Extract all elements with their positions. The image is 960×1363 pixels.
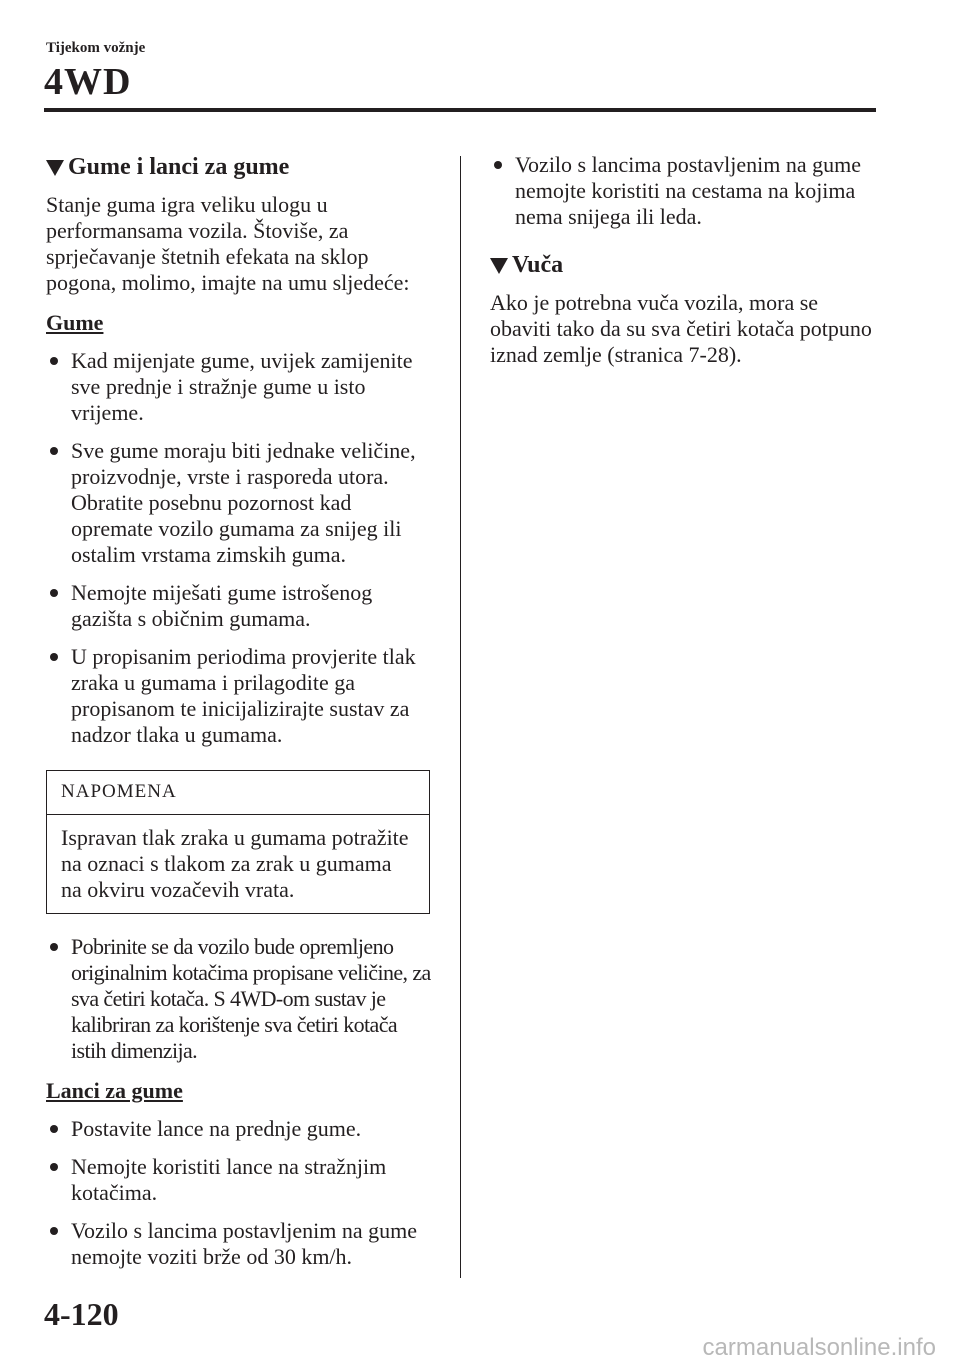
list-item-text: Postavite lance na prednje gume. bbox=[71, 1116, 362, 1141]
list-item-text: U propisanim periodima provjerite tlak zraka u gumama i prilagodite ga propisanom te inicijalizirajte sustav za nadzor tlaka u gumama. bbox=[71, 644, 416, 747]
bullet-icon bbox=[50, 653, 58, 661]
triangle-down-icon bbox=[490, 258, 508, 274]
tires-bullet-list-continued bbox=[46, 934, 432, 1064]
left-column bbox=[46, 152, 432, 1282]
list-item bbox=[46, 348, 432, 426]
list-item bbox=[46, 1218, 432, 1270]
list-item-text: Vozilo s lancima postavljenim na gume nemojte voziti brže od 30 km/h. bbox=[71, 1218, 418, 1269]
list-item-text: Nemojte koristiti lance na stražnjim kotačima. bbox=[71, 1154, 387, 1205]
note-title: NAPOMENA bbox=[47, 771, 429, 815]
chapter-title: 4WD bbox=[44, 61, 132, 103]
bullet-icon bbox=[50, 1125, 58, 1133]
page-number: 4-120 bbox=[44, 1296, 119, 1332]
list-item-text: Kad mijenjate gume, uvijek zamijenite sve prednje i stražnje gume u isto vrijeme. bbox=[71, 348, 413, 425]
intro-paragraph: Stanje guma igra veliku ulogu u performansama vozila. Štoviše, za sprječavanje štetnih efekata na sklop pogona, molimo, imajte na umu sljedeće: bbox=[46, 192, 410, 295]
breadcrumb: Tijekom vožnje bbox=[46, 40, 146, 56]
list-item-text: Pobrinite se da vozilo bude opremljeno originalnim kotačima propisane veličine, za sva četiri kotača. S 4WD-om sustav je kalibriran za korištenje sva četiri kotača istih dimenzija. bbox=[71, 934, 431, 1063]
list-item bbox=[490, 152, 880, 230]
subheading-tires: Gume bbox=[46, 310, 104, 335]
chains-bullet-list-continued bbox=[490, 152, 880, 230]
list-item-text: Nemojte miješati gume istrošenog gazišta s običnim gumama. bbox=[71, 580, 373, 631]
towing-paragraph: Ako je potrebna vuča vozila, mora se obaviti tako da su sva četiri kotača potpuno iznad zemlje (stranica 7-28). bbox=[490, 290, 872, 367]
section-title: Vuča bbox=[512, 252, 564, 278]
list-item bbox=[46, 934, 432, 1064]
bullet-icon bbox=[50, 447, 58, 455]
list-item bbox=[46, 1154, 432, 1206]
tires-bullet-list bbox=[46, 348, 432, 748]
bullet-icon bbox=[50, 943, 58, 951]
section-heading-towing bbox=[490, 250, 880, 280]
header-rule bbox=[44, 108, 876, 112]
column-divider bbox=[460, 156, 461, 1278]
list-item bbox=[46, 438, 432, 568]
list-item-text: Vozilo s lancima postavljenim na gume nemojte koristiti na cestama na kojima nema snijega ili leda. bbox=[515, 152, 862, 229]
section-title: Gume i lanci za gume bbox=[68, 154, 290, 180]
bullet-icon bbox=[494, 161, 502, 169]
bullet-icon bbox=[50, 357, 58, 365]
list-item-text: Sve gume moraju biti jednake veličine, proizvodnje, vrste i rasporeda utora. Obratite posebnu pozornost kad opremate vozilo gumama za snijeg ili ostalim vrstama zimskih guma. bbox=[71, 438, 416, 567]
triangle-down-icon bbox=[46, 160, 64, 176]
section-heading-tires-and-chains bbox=[46, 152, 432, 182]
bullet-icon bbox=[50, 1163, 58, 1171]
note-body: Ispravan tlak zraka u gumama potražite na oznaci s tlakom za zrak u gumama na okviru vozačevih vrata. bbox=[61, 825, 409, 902]
note-box bbox=[46, 770, 430, 914]
right-column bbox=[490, 152, 880, 378]
chains-bullet-list bbox=[46, 1116, 432, 1270]
bullet-icon bbox=[50, 1227, 58, 1235]
list-item bbox=[46, 580, 432, 632]
watermark: carmanualsonline.info bbox=[702, 1334, 936, 1361]
bullet-icon bbox=[50, 589, 58, 597]
list-item bbox=[46, 644, 432, 748]
list-item bbox=[46, 1116, 432, 1142]
subheading-tire-chains: Lanci za gume bbox=[46, 1078, 183, 1103]
